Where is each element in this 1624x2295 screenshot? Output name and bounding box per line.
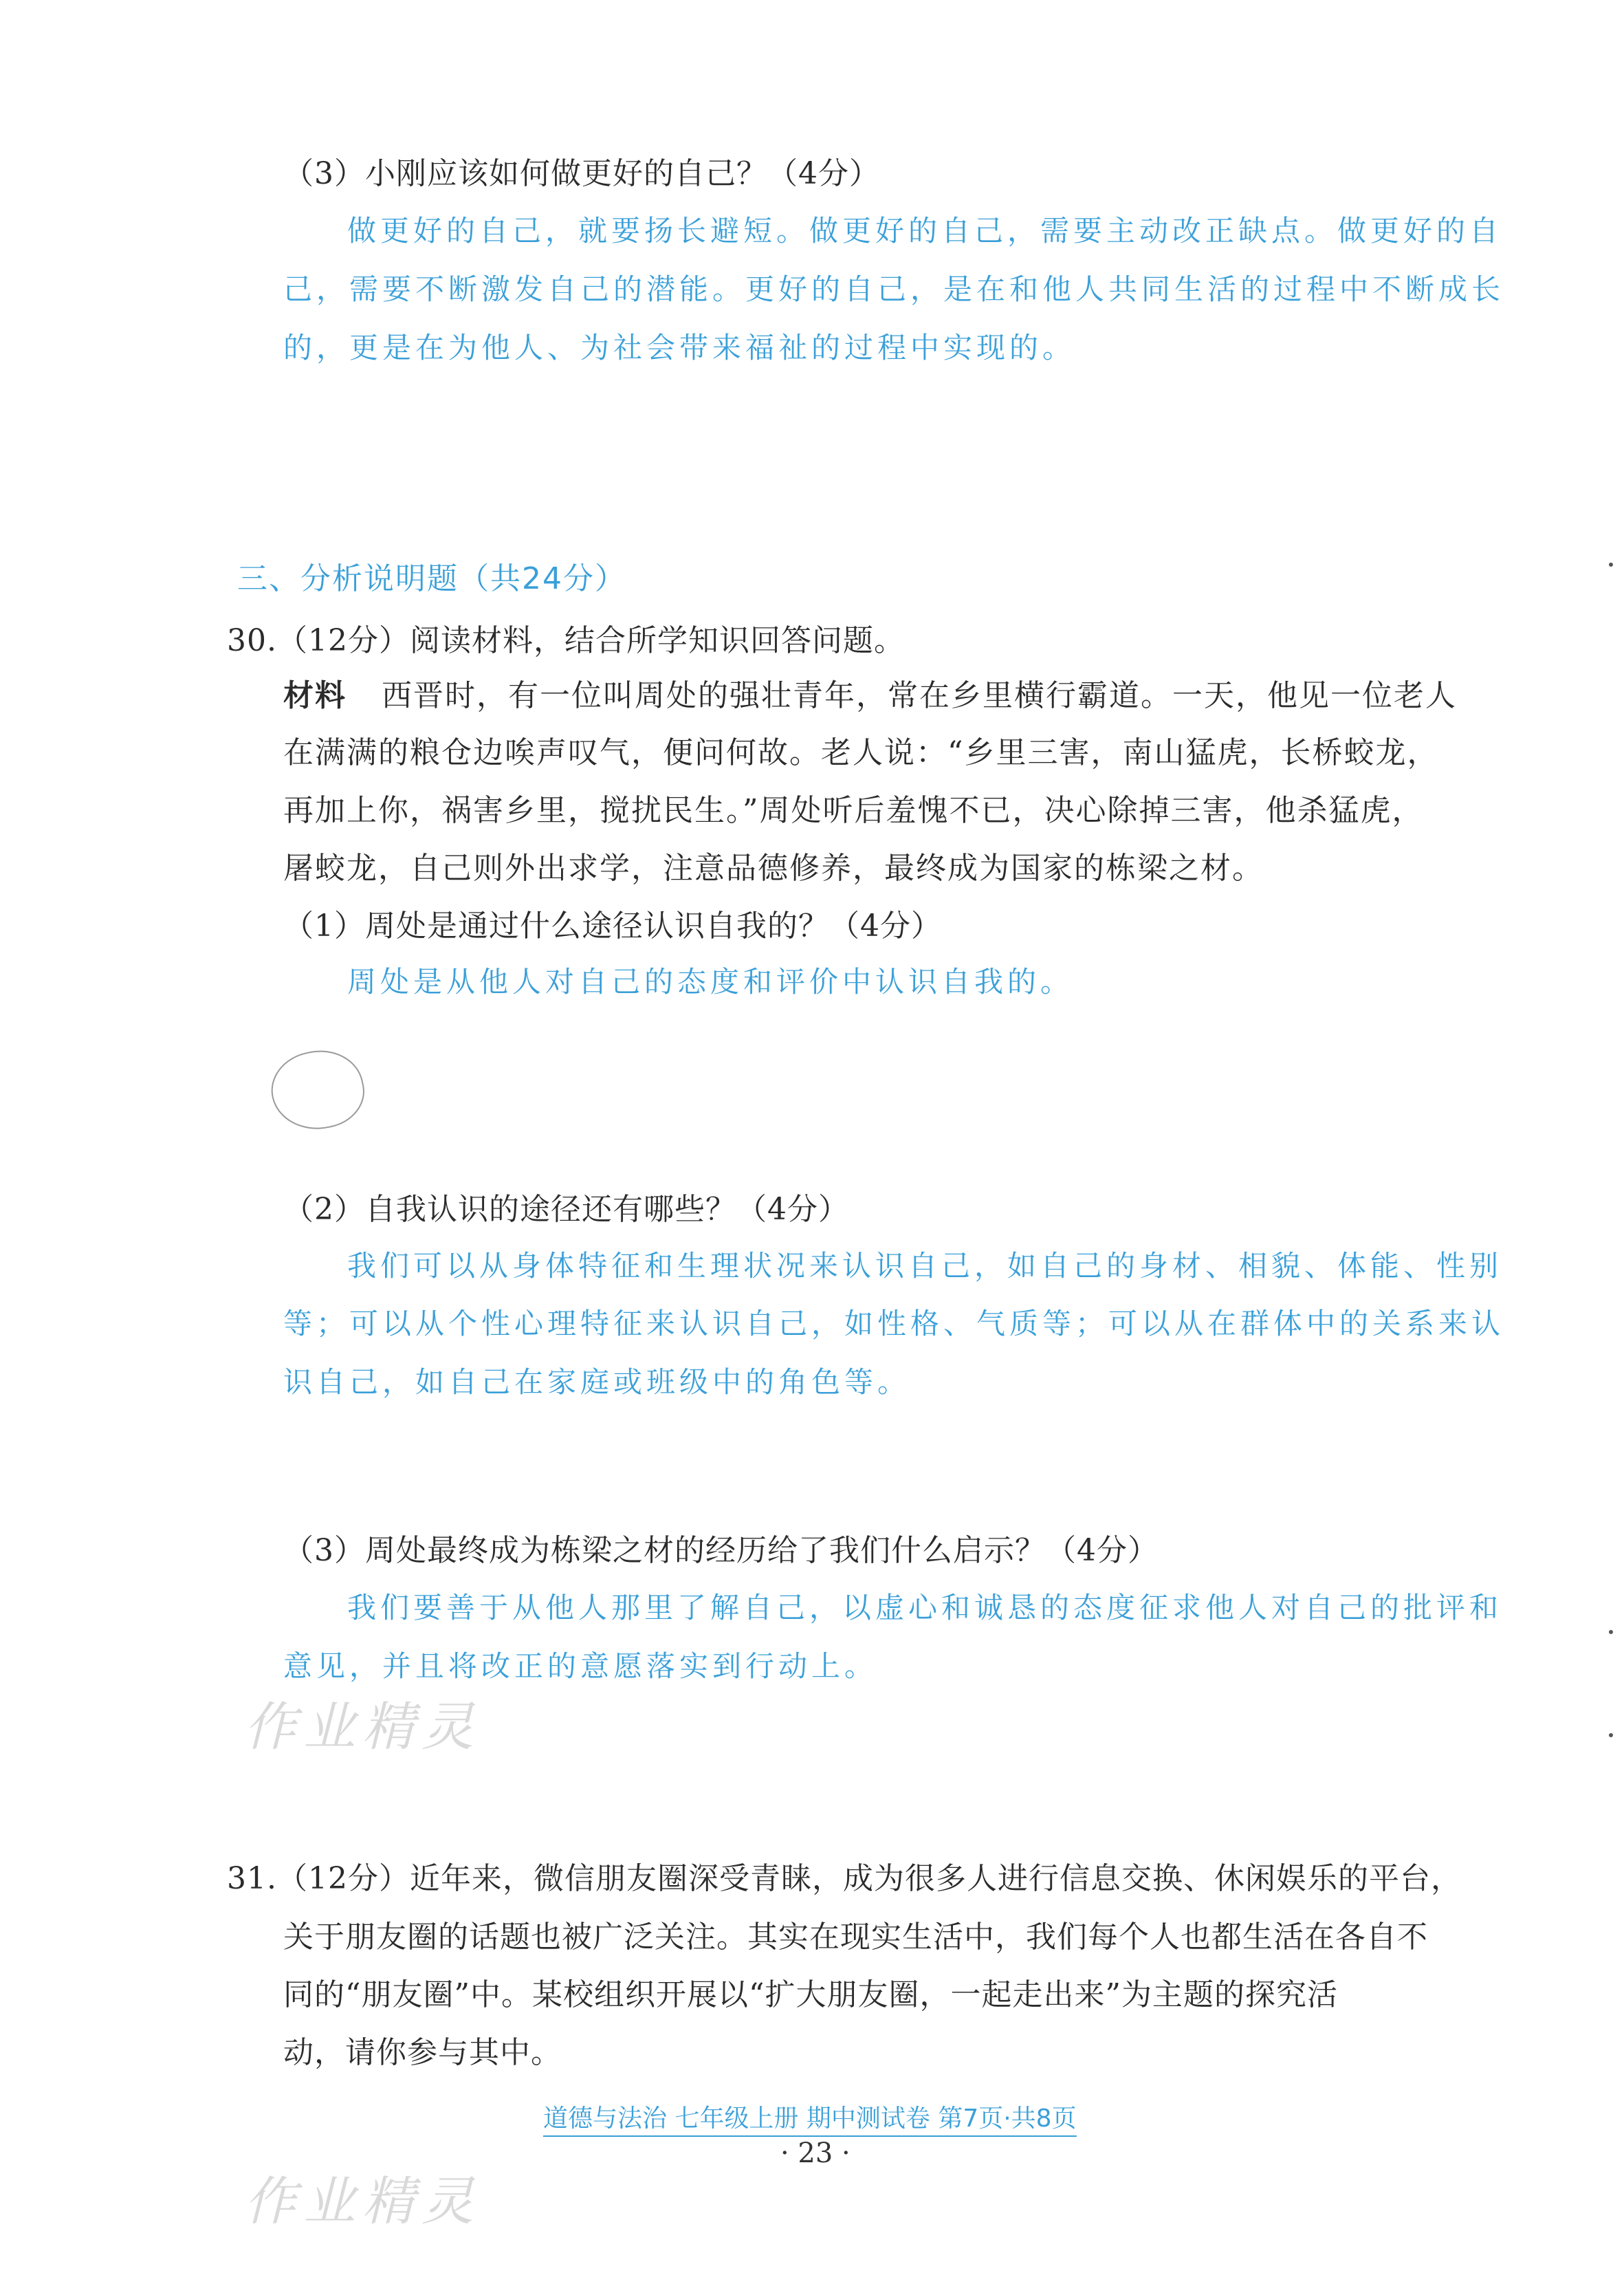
q30-2-question: （2）自我认识的途径还有哪些？（4分）: [283, 1192, 849, 1227]
q30-material-line-4: 屠蛟龙，自己则外出求学，注意品德修养，最终成为国家的栋梁之材。: [283, 851, 1264, 886]
q30-3-answer-line-2: 意见，并且将改正的意愿落实到行动上。: [283, 1649, 878, 1683]
margin-dot: [1609, 1733, 1613, 1737]
q31-stem-line-1: 31.（12分）近年来，微信朋友圈深受青睐，成为很多人进行信息交换、休闲娱乐的平台，: [227, 1861, 1462, 1896]
section-heading: 三、分析说明题（共24分）: [237, 561, 626, 596]
q30-2-answer-line-1: 我们可以从身体特征和生理状况来认识自己，如自己的身材、相貌、体能、性别: [347, 1249, 1503, 1283]
q30-stem: 30.（12分）阅读材料，结合所学知识回答问题。: [227, 623, 905, 658]
q29-3-question: （3）小刚应该如何做更好的自己？（4分）: [283, 156, 880, 191]
margin-dot: [1609, 1630, 1613, 1634]
q30-material-line-1: 西晋时，有一位叫周处的强壮青年，常在乡里横行霸道。一天，他见一位老人: [382, 678, 1457, 713]
watermark: 作业精灵: [244, 1696, 481, 1757]
q30-2-answer-line-2: 等；可以从个性心理特征来认识自己，如性格、气质等；可以从在群体中的关系来认: [283, 1307, 1505, 1340]
watermark-footer: 作业精灵: [244, 2171, 481, 2232]
q31-stem-line-3: 同的“朋友圈”中。某校组织开展以“扩大朋友圈，一起走出来”为主题的探究活: [283, 1977, 1338, 2012]
q30-1-question: （1）周处是通过什么途径认识自我的？（4分）: [283, 909, 942, 944]
q30-3-question: （3）周处最终成为栋梁之材的经历给了我们什么启示？（4分）: [283, 1533, 1159, 1568]
q29-3-answer-line-3: 的，更是在为他人、为社会带来福祉的过程中实现的。: [283, 331, 1076, 365]
margin-dot: [1609, 563, 1613, 567]
q30-3-answer-line-1: 我们要善于从他人那里了解自己，以虚心和诚恳的态度征求他人对自己的批评和: [347, 1591, 1503, 1624]
q29-3-answer-line-1: 做更好的自己，就要扬长避短。做更好的自己，需要主动改正缺点。做更好的自: [347, 214, 1503, 248]
footer-title: 道德与法治 七年级上册 期中测试卷 第7页·共8页: [543, 2099, 1077, 2137]
q30-material-label: 材料: [283, 678, 347, 713]
stamp-icon: [265, 1042, 371, 1138]
q30-2-answer-line-3: 识自己，如自己在家庭或班级中的角色等。: [283, 1365, 911, 1399]
q31-stem-line-4: 动，请你参与其中。: [283, 2035, 562, 2070]
q30-1-answer-line-1: 周处是从他人对自己的态度和评价中认识自我的。: [347, 965, 1074, 999]
q29-3-answer-line-2: 己，需要不断激发自己的潜能。更好的自己，是在和他人共同生活的过程中不断成长: [283, 272, 1505, 306]
page-number: · 23 ·: [780, 2138, 851, 2169]
q30-material-line-3: 再加上你，祸害乡里，搅扰民生。”周处听后羞愧不已，决心除掉三害，他杀猛虎，: [283, 793, 1424, 828]
q30-material-line-2: 在满满的粮仓边唉声叹气，便问何故。老人说：“乡里三害，南山猛虎，长桥蛟龙，: [283, 735, 1439, 770]
q31-stem-line-2: 关于朋友圈的话题也被广泛关注。其实在现实生活中，我们每个人也都生活在各自不: [283, 1919, 1428, 1955]
